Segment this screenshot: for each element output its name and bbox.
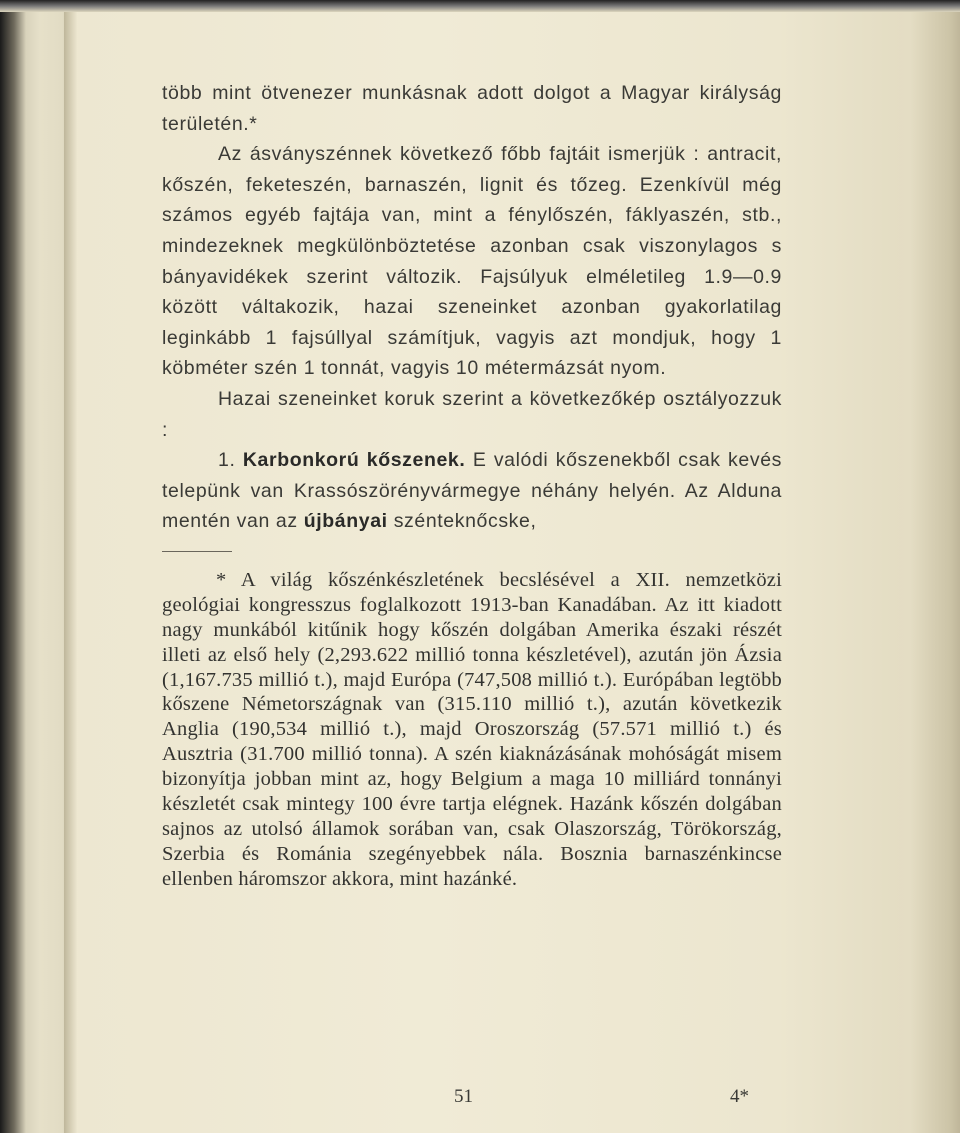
paragraph-3: Hazai szeneinket koruk szerint a következőkép osztályozzuk : [162,387,782,441]
emphasis-ujbanyai: újbányai [303,510,388,533]
main-text [162,78,782,537]
signature-mark: 4* [730,1086,749,1107]
paragraph-1: több mint ötvenezer munkásnak adott dolgot a Magyar királyság területén.* [162,82,782,135]
paragraph-4 [162,445,782,537]
book-gutter [64,0,78,1133]
paragraph-2: Az ásványszénnek következő főbb fajtáit ismerjük : antracit, kőszén, feketeszén, barnaszén, lignit és tőzeg. Ezenkívül még számos egyéb fajtája van, mint a fénylőszén, fáklyaszén, stb., mindezeknek megkülönböztetése azonban csak viszonylagos s bányavidékek szerint változik. Fajsúlyuk elméletileg 1.9—0.9 között váltakozik, hazai szeneinket azonban gyakorlatilag leginkább 1 fajsúllyal számítjuk, vagyis azt mondjuk, hogy 1 köbméter szén 1 tonnát, vagyis 10 métermázsát nyom. [162,143,782,380]
footnote-text: * A világ kőszénkészletének becslésével a XII. nemzetközi geológiai kongresszus foglalkozott 1913-ban Kanadában. Az itt kiadott nagy munkából kitűnik hogy kőszén dolgában Amerika északi részét illeti az első hely (2,293.622 millió tonna készletével), azután jön Ázsia (1,167.735 millió t.), majd Európa (747,508 millió t.). Európában legtöbb kőszene Németországnak van (315.110 millió t.), azután következik Anglia (190,534 millió t.), majd Oroszország (57.571 millió t.) és Ausztria (31.700 millió tonna). A szén kiaknázásának mohóságát misem bizonyítja jobban mint az, hogy Belgium a maga 10 milliárd tonnányi készletét csak mintegy 100 évre tartja elégnek. Hazánk kőszén dolgában sajnos az utolsó államok sorában van, csak Olaszország, Törökország, Szerbia és Románia szegényebbek nála. Bosznia barnaszénkincse ellenben háromszor akkora, mint hazánké. [162,568,782,890]
section-heading: Karbonkorú kőszenek. [242,449,466,472]
section-number: 1. [218,449,236,472]
page-number: 51 [454,1086,473,1107]
text-block [162,78,782,892]
book-left-edge [0,0,72,1133]
book-right-edge [890,0,960,1133]
paragraph-4-text-a: E valódi kőszenekből csak kevés telepünk van Krassószörényvármegye néhány helyén. Az Alduna mentén van az [162,449,782,533]
footnote-divider [162,551,232,552]
footnote [162,568,782,892]
paragraph-4-text-b: szénteknőcske, [393,510,537,533]
book-top-edge [0,0,960,12]
